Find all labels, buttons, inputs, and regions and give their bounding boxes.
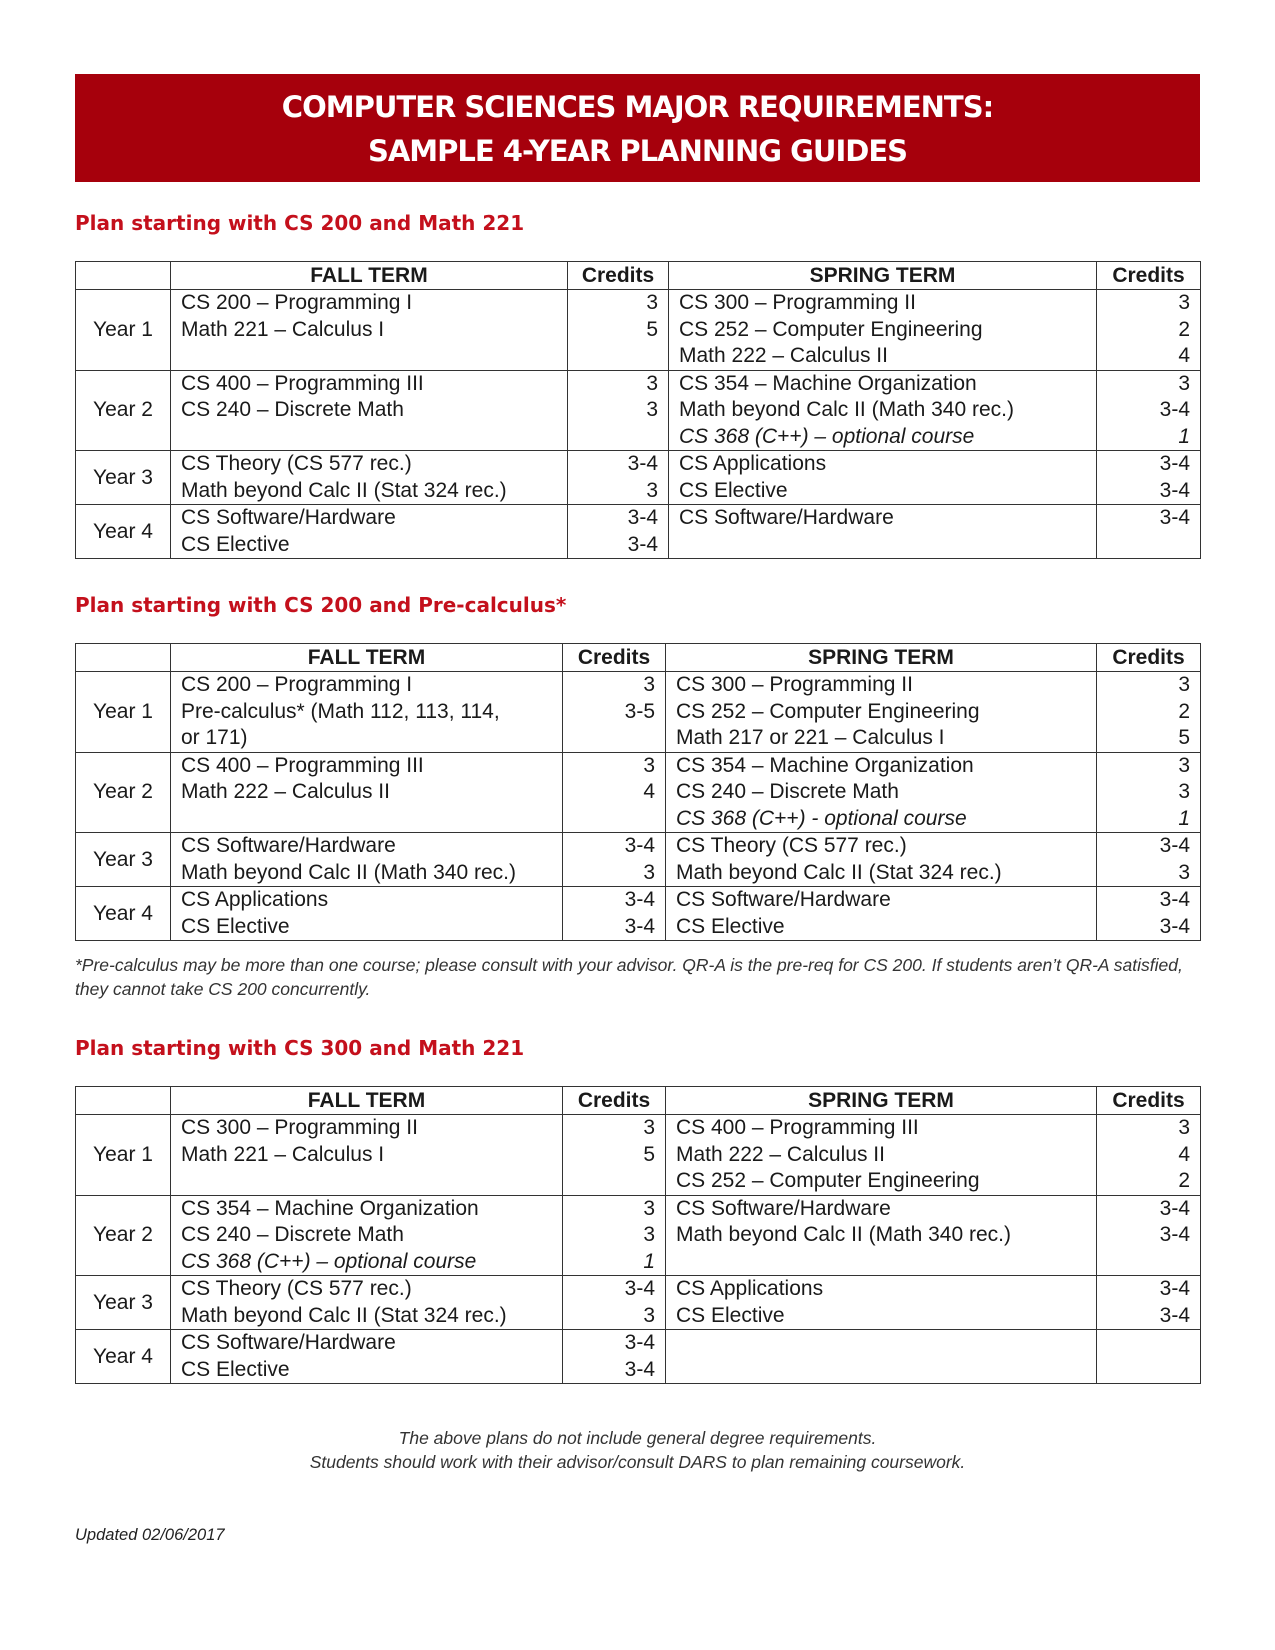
course-credits: 3 (643, 673, 655, 696)
course-name: Math beyond Calc II (Math 340 rec.) (676, 1223, 1011, 1246)
year-row (76, 1115, 1201, 1196)
spring-courses-cell (666, 887, 1097, 941)
course-name: CS 368 (C++) – optional course (181, 1249, 477, 1273)
course-name: CS Elective (181, 1357, 290, 1381)
year-label: Year 4 (76, 505, 171, 559)
year-row (76, 752, 1201, 833)
course-name: CS Software/Hardware (676, 888, 891, 911)
course-credits: 3-4 (1159, 914, 1190, 938)
course-name: CS 300 – Programming II (676, 673, 913, 696)
course-credits: 3 (646, 478, 658, 502)
course-credits: 2 (1178, 699, 1190, 723)
year-row (76, 833, 1201, 887)
fall-credits-header: Credits (563, 644, 666, 672)
fall-credits-cell (563, 1276, 666, 1330)
course-name: CS Software/Hardware (181, 834, 396, 857)
course-credits: 3 (643, 1303, 655, 1327)
course-name: CS Elective (181, 532, 290, 556)
course-name: CS 300 – Programming II (181, 1116, 418, 1139)
course-name: CS Software/Hardware (181, 506, 396, 529)
course-credits (573, 725, 655, 752)
precalc-footnote: *Pre-calculus may be more than one course; please consult with your advisor. QR-A is the pre-req for CS 200. If students aren’t QR-A satisfied, they cannot take CS 200 concurrently. (75, 955, 1183, 999)
course-credits: 1 (1178, 806, 1190, 830)
course-credits: 3-4 (624, 888, 655, 911)
course-credits: 3 (643, 1116, 655, 1139)
course-credits: 2 (1178, 317, 1190, 341)
year-label: Year 4 (76, 887, 171, 941)
course-credits: 3 (646, 291, 658, 314)
title-line-1: COMPUTER SCIENCES MAJOR REQUIREMENTS: (281, 90, 994, 124)
updated-date: Updated 02/06/2017 (75, 1526, 225, 1544)
course-credits: 3-4 (1159, 1277, 1190, 1300)
course-credits: 3 (1178, 753, 1190, 777)
fall-courses-cell (171, 1115, 563, 1196)
course-credits: 3 (1178, 371, 1190, 395)
spring-credits-cell (1097, 1330, 1201, 1384)
plan-2-heading: Plan starting with CS 200 and Pre-calculus* (75, 593, 567, 617)
course-name: Math beyond Calc II (Math 340 rec.) (679, 398, 1014, 421)
fall-credits-cell (563, 1115, 666, 1196)
year-label: Year 2 (76, 370, 171, 451)
closing-line-1: The above plans do not include general degree requirements. (398, 1428, 877, 1448)
course-credits: 3 (643, 1223, 655, 1246)
spring-term-header: SPRING TERM (666, 1087, 1097, 1115)
course-credits: 3 (1178, 860, 1190, 884)
course-credits: 3-4 (1159, 398, 1190, 421)
course-name: Math beyond Calc II (Stat 324 rec.) (676, 860, 1002, 884)
course-credits: 1 (643, 1249, 655, 1273)
course-name: CS 400 – Programming III (181, 371, 424, 395)
course-name: CS 240 – Discrete Math (181, 1223, 404, 1246)
course-name: CS 368 (C++) – optional course (679, 424, 975, 448)
fall-courses-cell (171, 451, 568, 505)
spring-courses-cell (669, 370, 1097, 451)
course-name: Math beyond Calc II (Stat 324 rec.) (181, 478, 507, 502)
fall-credits-cell (568, 451, 669, 505)
spring-credits-cell (1097, 1115, 1201, 1196)
spring-courses-cell (669, 290, 1097, 371)
title-line-2: SAMPLE 4-YEAR PLANNING GUIDES (367, 134, 908, 168)
course-credits: 3-4 (1159, 452, 1190, 475)
course-credits: 3-5 (624, 699, 655, 723)
fall-credits-cell (563, 1195, 666, 1276)
year-row (76, 887, 1201, 941)
course-credits: 3 (643, 860, 655, 884)
spring-courses-cell (666, 752, 1097, 833)
plan-2-table (75, 643, 1201, 941)
fall-courses-cell (171, 1276, 563, 1330)
course-credits: 1 (1178, 424, 1190, 448)
fall-credits-header: Credits (568, 262, 669, 290)
course-name: CS Theory (CS 577 rec.) (676, 834, 907, 857)
course-credits: 3-4 (627, 506, 658, 529)
fall-term-header: FALL TERM (171, 1087, 563, 1115)
fall-courses-cell (171, 887, 563, 941)
course-name: CS 354 – Machine Organization (676, 753, 974, 777)
spring-credits-cell (1097, 505, 1201, 559)
year-header (76, 644, 171, 672)
year-label: Year 1 (76, 672, 171, 753)
spring-credits-header: Credits (1097, 1087, 1201, 1115)
course-name: Math 221 – Calculus I (181, 1142, 385, 1166)
fall-courses-cell (171, 672, 563, 753)
year-label: Year 1 (76, 1115, 171, 1196)
year-row (76, 672, 1201, 753)
closing-line-2: Students should work with their advisor/consult DARS to plan remaining coursework. (309, 1452, 966, 1472)
fall-courses-cell (171, 752, 563, 833)
fall-credits-cell (568, 370, 669, 451)
course-name: CS Theory (CS 577 rec.) (181, 452, 412, 475)
spring-term-header: SPRING TERM (666, 644, 1097, 672)
course-credits: 3 (1178, 291, 1190, 314)
fall-credits-cell (563, 887, 666, 941)
course-name: CS Software/Hardware (679, 506, 894, 529)
year-label: Year 2 (76, 1195, 171, 1276)
course-credits: 3 (1178, 780, 1190, 803)
fall-credits-cell (563, 672, 666, 753)
header-row (76, 644, 1201, 672)
year-header (76, 262, 171, 290)
plan-3-heading: Plan starting with CS 300 and Math 221 (75, 1036, 525, 1060)
spring-credits-cell (1097, 1195, 1201, 1276)
course-credits: 4 (1178, 344, 1190, 367)
course-name: CS 252 – Computer Engineering (676, 699, 980, 723)
course-name: Math beyond Calc II (Stat 324 rec.) (181, 1303, 507, 1327)
course-name: Math beyond Calc II (Math 340 rec.) (181, 860, 516, 884)
course-name: Math 217 or 221 – Calculus I (676, 726, 945, 749)
spring-courses-cell (666, 1195, 1097, 1276)
course-name: CS Elective (676, 914, 785, 938)
course-credits: 3 (643, 1196, 655, 1220)
course-credits: 5 (646, 317, 658, 341)
spring-courses-cell (666, 1276, 1097, 1330)
course-credits: 4 (643, 780, 655, 803)
course-name: CS 252 – Computer Engineering (676, 1169, 980, 1192)
spring-courses-cell (666, 1115, 1097, 1196)
course-name: CS 240 – Discrete Math (676, 780, 899, 803)
course-name: CS 400 – Programming III (676, 1116, 919, 1139)
header-row (76, 262, 1201, 290)
closing-note (75, 1426, 1200, 1474)
course-credits: 3-4 (1159, 834, 1190, 857)
course-credits: 3 (1178, 1116, 1190, 1139)
course-credits: 3 (646, 398, 658, 421)
fall-term-header: FALL TERM (171, 262, 568, 290)
spring-term-header: SPRING TERM (669, 262, 1097, 290)
course-name: CS Applications (676, 1277, 824, 1300)
year-row (76, 1330, 1201, 1384)
course-credits: 3 (646, 371, 658, 395)
course-credits: 3-4 (624, 1357, 655, 1381)
course-name: Math 222 – Calculus II (181, 780, 390, 803)
year-label: Year 3 (76, 1276, 171, 1330)
fall-courses-cell (171, 1330, 563, 1384)
course-credits: 3 (643, 753, 655, 777)
fall-credits-cell (563, 1330, 666, 1384)
year-label: Year 3 (76, 833, 171, 887)
spring-courses-cell (666, 672, 1097, 753)
course-credits: 3-4 (627, 452, 658, 475)
spring-credits-cell (1097, 451, 1201, 505)
title-banner (75, 74, 1200, 182)
course-credits: 3-4 (624, 1277, 655, 1300)
fall-term-header: FALL TERM (171, 644, 563, 672)
year-row (76, 505, 1201, 559)
course-name: or 171) (181, 726, 248, 749)
course-credits: 5 (643, 1142, 655, 1166)
year-label: Year 2 (76, 752, 171, 833)
fall-courses-cell (171, 505, 568, 559)
course-name: CS Software/Hardware (676, 1196, 891, 1220)
fall-courses-cell (171, 370, 568, 451)
course-credits: 3-4 (1159, 888, 1190, 911)
course-name: Math 222 – Calculus II (676, 1142, 885, 1166)
course-name: CS Elective (676, 1303, 785, 1327)
course-name: Math 222 – Calculus II (679, 344, 888, 367)
course-credits: 3-4 (627, 532, 658, 556)
year-row (76, 370, 1201, 451)
course-name: Math 221 – Calculus I (181, 317, 385, 341)
spring-credits-cell (1097, 290, 1201, 371)
course-credits: 3-4 (1159, 506, 1190, 529)
course-name: CS 354 – Machine Organization (181, 1196, 479, 1220)
course-credits: 3 (1178, 673, 1190, 696)
spring-courses-cell (666, 833, 1097, 887)
course-name: CS 200 – Programming I (181, 673, 413, 696)
header-row (76, 1087, 1201, 1115)
course-name: CS 400 – Programming III (181, 753, 424, 777)
spring-credits-header: Credits (1097, 644, 1201, 672)
year-label: Year 4 (76, 1330, 171, 1384)
spring-courses-cell (669, 505, 1097, 559)
course-name: Pre-calculus* (Math 112, 113, 114, (181, 699, 500, 723)
fall-credits-cell (563, 752, 666, 833)
fall-courses-cell (171, 1195, 563, 1276)
spring-credits-cell (1097, 672, 1201, 753)
course-name: CS 240 – Discrete Math (181, 398, 404, 421)
year-row (76, 451, 1201, 505)
spring-credits-cell (1097, 1276, 1201, 1330)
fall-credits-cell (568, 290, 669, 371)
course-credits: 3-4 (624, 834, 655, 857)
plan-3-table (75, 1086, 1201, 1384)
course-name: CS Software/Hardware (181, 1331, 396, 1354)
spring-courses-cell (666, 1330, 1097, 1384)
plan-1-heading: Plan starting with CS 200 and Math 221 (75, 211, 525, 235)
course-credits: 3-4 (1159, 1223, 1190, 1246)
year-label: Year 3 (76, 451, 171, 505)
fall-courses-cell (171, 833, 563, 887)
spring-credits-cell (1097, 752, 1201, 833)
spring-credits-cell (1097, 833, 1201, 887)
spring-credits-cell (1097, 887, 1201, 941)
fall-credits-cell (568, 505, 669, 559)
course-name: CS Elective (679, 478, 788, 502)
year-label: Year 1 (76, 290, 171, 371)
course-name: CS 368 (C++) - optional course (676, 806, 967, 830)
plan-1-table (75, 261, 1201, 559)
course-credits: 3-4 (624, 1331, 655, 1354)
spring-credits-cell (1097, 370, 1201, 451)
course-name: CS 300 – Programming II (679, 291, 916, 314)
fall-credits-header: Credits (563, 1087, 666, 1115)
course-credits: 5 (1178, 726, 1190, 749)
course-credits: 2 (1178, 1169, 1190, 1192)
course-name: CS Theory (CS 577 rec.) (181, 1277, 412, 1300)
year-header (76, 1087, 171, 1115)
course-credits: 3-4 (624, 914, 655, 938)
year-row (76, 290, 1201, 371)
spring-credits-header: Credits (1097, 262, 1201, 290)
fall-courses-cell (171, 290, 568, 371)
course-credits: 3-4 (1159, 478, 1190, 502)
course-name: CS Applications (181, 888, 329, 911)
course-name: CS Applications (679, 452, 827, 475)
course-credits: 4 (1178, 1142, 1190, 1166)
course-name: CS 200 – Programming I (181, 291, 413, 314)
year-row (76, 1276, 1201, 1330)
course-credits: 3-4 (1159, 1303, 1190, 1327)
course-name: CS Elective (181, 914, 290, 938)
year-row (76, 1195, 1201, 1276)
course-name: CS 354 – Machine Organization (679, 371, 977, 395)
course-name: CS 252 – Computer Engineering (679, 317, 983, 341)
fall-credits-cell (563, 833, 666, 887)
course-credits: 3-4 (1159, 1196, 1190, 1220)
spring-courses-cell (669, 451, 1097, 505)
